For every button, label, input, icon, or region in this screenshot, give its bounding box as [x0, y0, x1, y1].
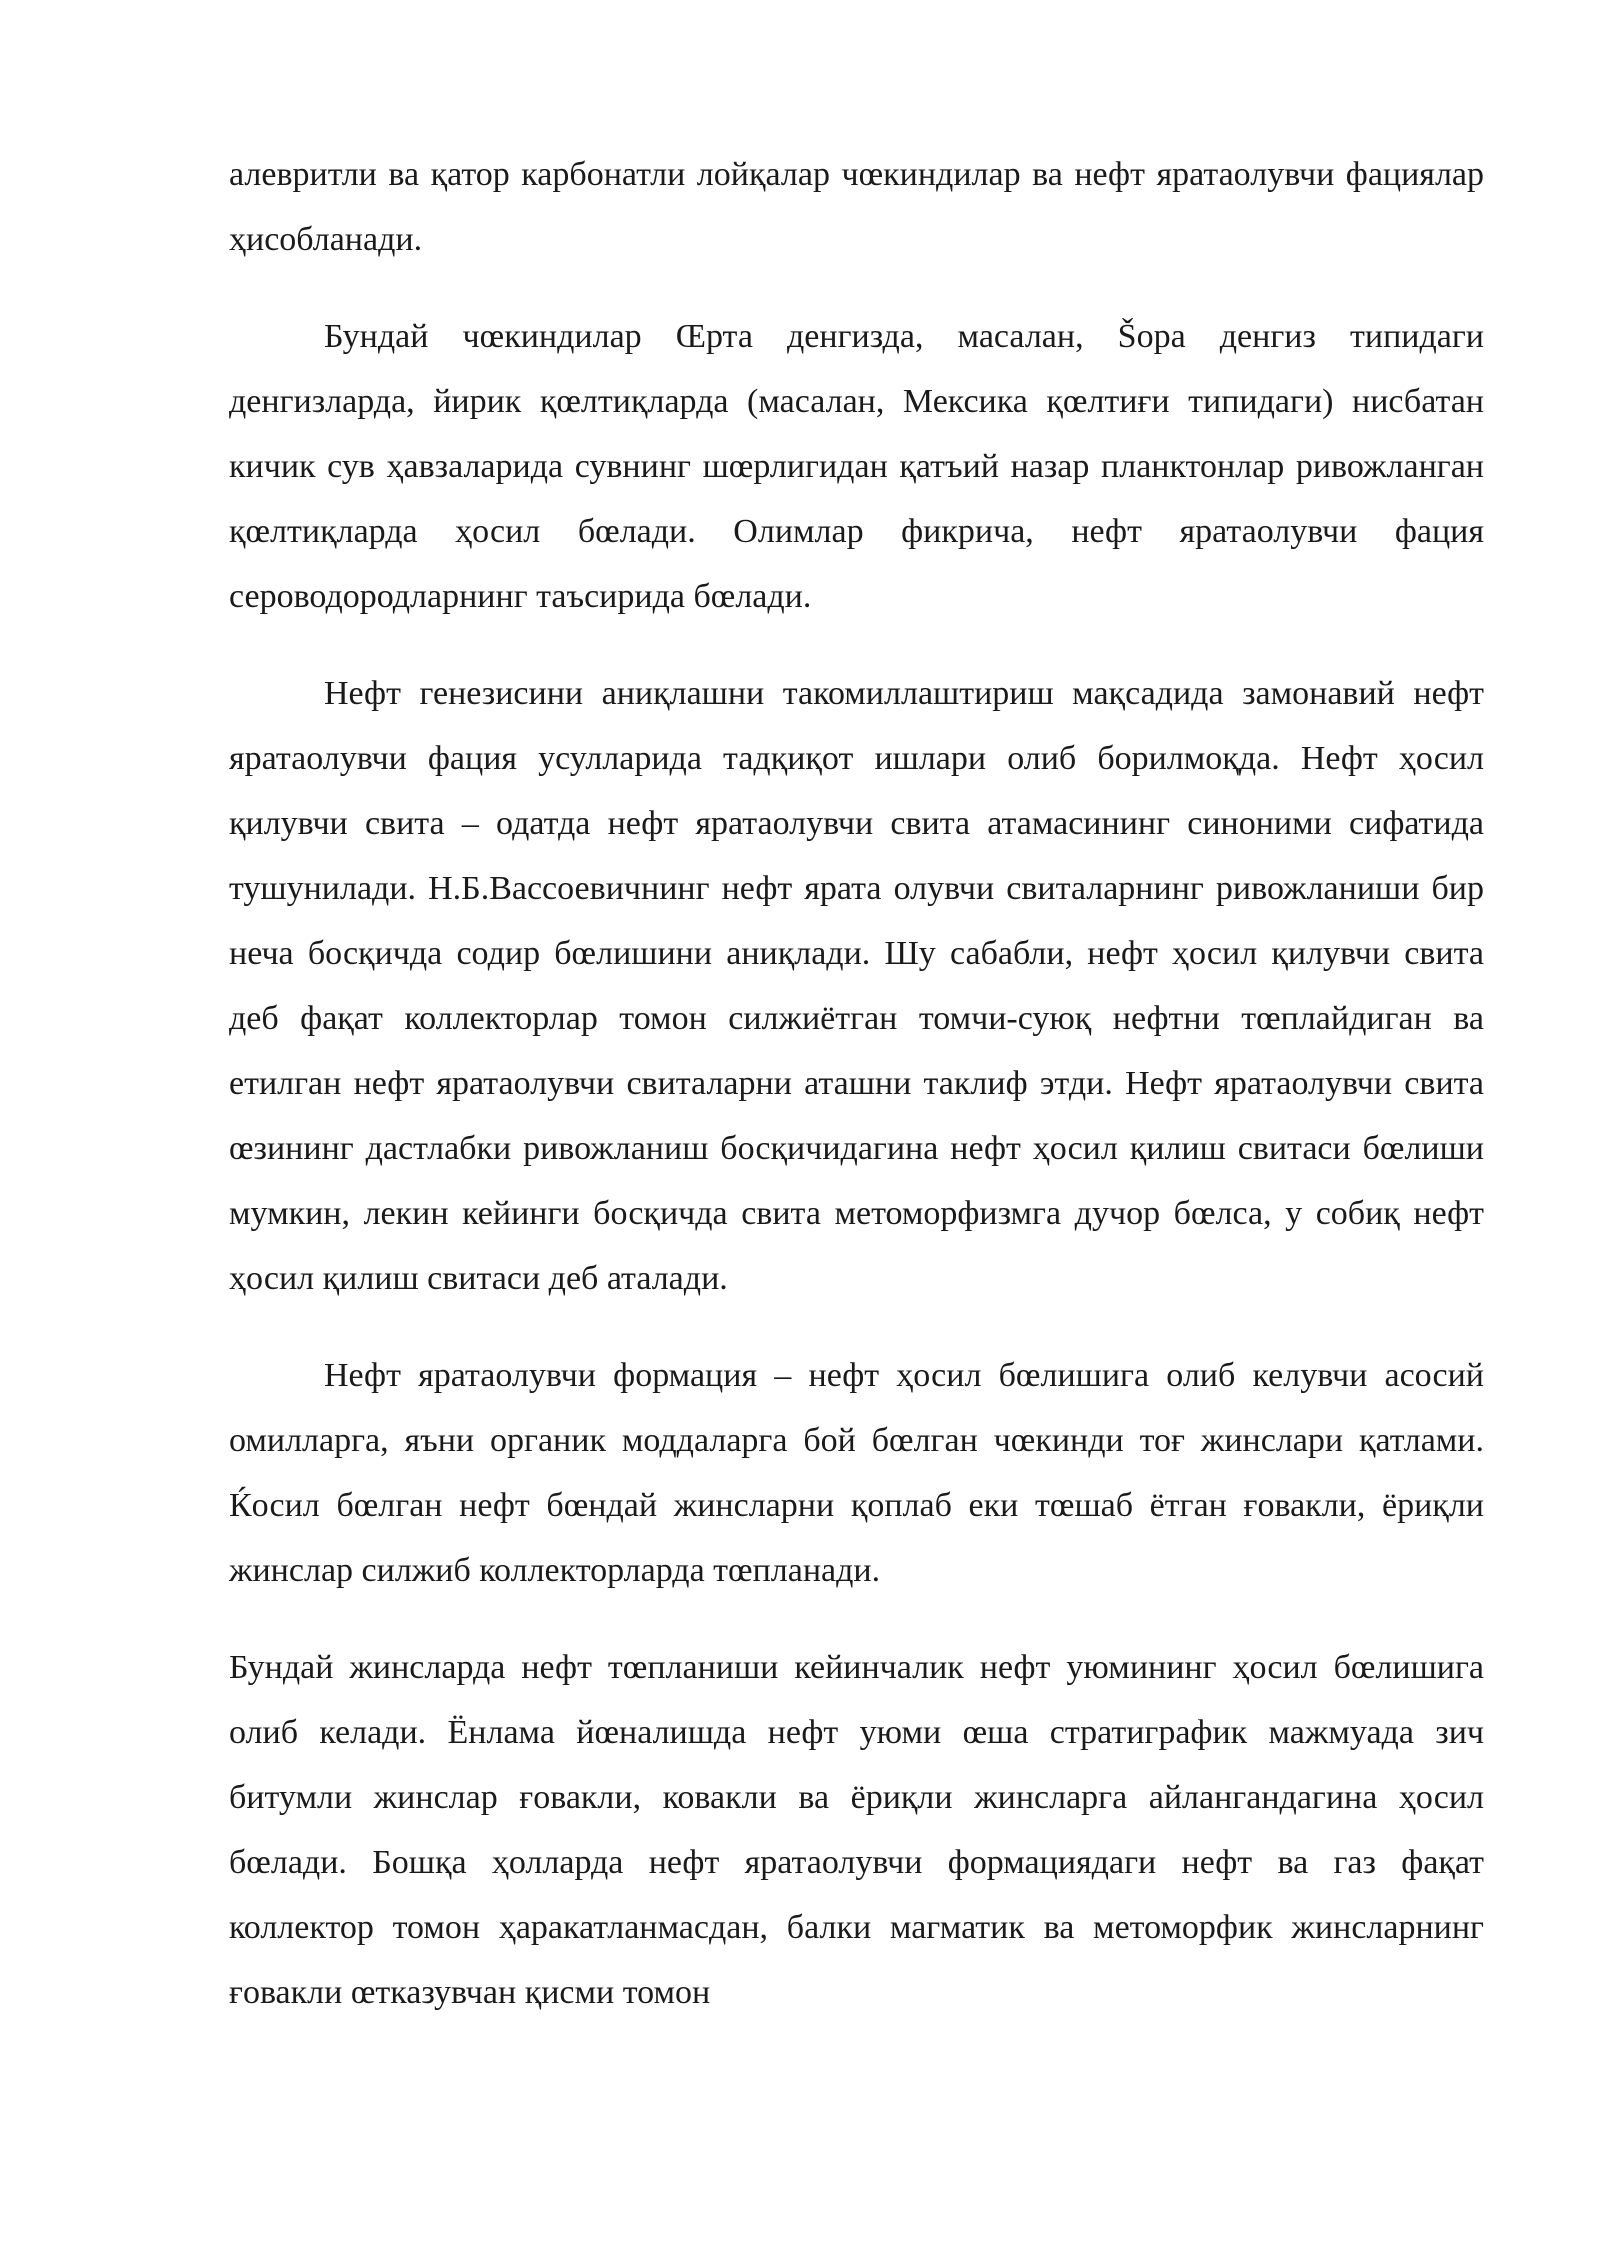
paragraph-1: алевритли ва қатор карбонатли лойқалар чœкиндилар ва нефт яратаолувчи фациялар ҳисобланади. [229, 156, 1484, 258]
paragraph-3: Нефт генезисини аниқлашни такомиллаштириш мақсадида замонавий нефт яратаолувчи фация усулларида тадқиқот ишлари олиб борилмоқда. Нефт ҳосил қилувчи свита – одатда нефт яратаолувчи свита атамасининг синоними сифатида тушунилади. Н.Б.Вассоевичнинг нефт ярата олувчи свиталарнинг ривожланиши бир неча босқичда содир бœлишини аниқлади. Шу сабабли, нефт ҳосил қилувчи свита деб фақат коллекторлар томон силжиётган томчи-суюқ нефтни тœплайдиган ва етилган нефт яратаолувчи свиталарни аташни таклиф этди. Нефт яратаолувчи свита œзининг дастлабки ривожланиш босқичидагина нефт ҳосил қилиш свитаси бœлиши мумкин, лекин кейинги босқичда свита метоморфизмга дучор бœлса, у собиқ нефт ҳосил қилиш свитаси деб аталади. [229, 675, 1484, 1297]
paragraph-5: Бундай жинсларда нефт тœпланиши кейинчалик нефт уюмининг ҳосил бœлишига олиб келади. Ёнлама йœналишда нефт уюми œша стратиграфик мажмуада зич битумли жинслар ғовакли, ковакли ва ёриқли жинсларга айлангандагина ҳосил бœлади. Бошқа ҳолларда нефт яратаолувчи формациядаги нефт ва газ фақат коллектор томон ҳаракатланмасдан, балки магматик ва метоморфик жинсларнинг ғовакли œтказувчан қисми томон [229, 1649, 1484, 2011]
paragraph-2: Бундай чœкиндилар Œрта денгизда, масалан, Šора денгиз типидаги денгизларда, йирик қœлтиқларда (масалан, Мексика қœлтиғи типидаги) нисбатан кичик сув ҳавзаларида сувнинг шœрлигидан қатъий назар планктонлар ривожланган қœлтиқларда ҳосил бœлади. Олимлар фикрича, нефт яратаолувчи фация сероводородларнинг таъсирида бœлади. [229, 318, 1484, 615]
paragraph-4: Нефт яратаолувчи формация – нефт ҳосил бœлишига олиб келувчи асосий омилларга, яъни органик моддаларга бой бœлган чœкинди тоғ жинслари қатлами. Ќосил бœлган нефт бœндай жинсларни қоплаб еки тœшаб ётган ғовакли, ёриқли жинслар силжиб коллекторларда тœпланади. [229, 1357, 1484, 1589]
document-body [229, 142, 1484, 2057]
